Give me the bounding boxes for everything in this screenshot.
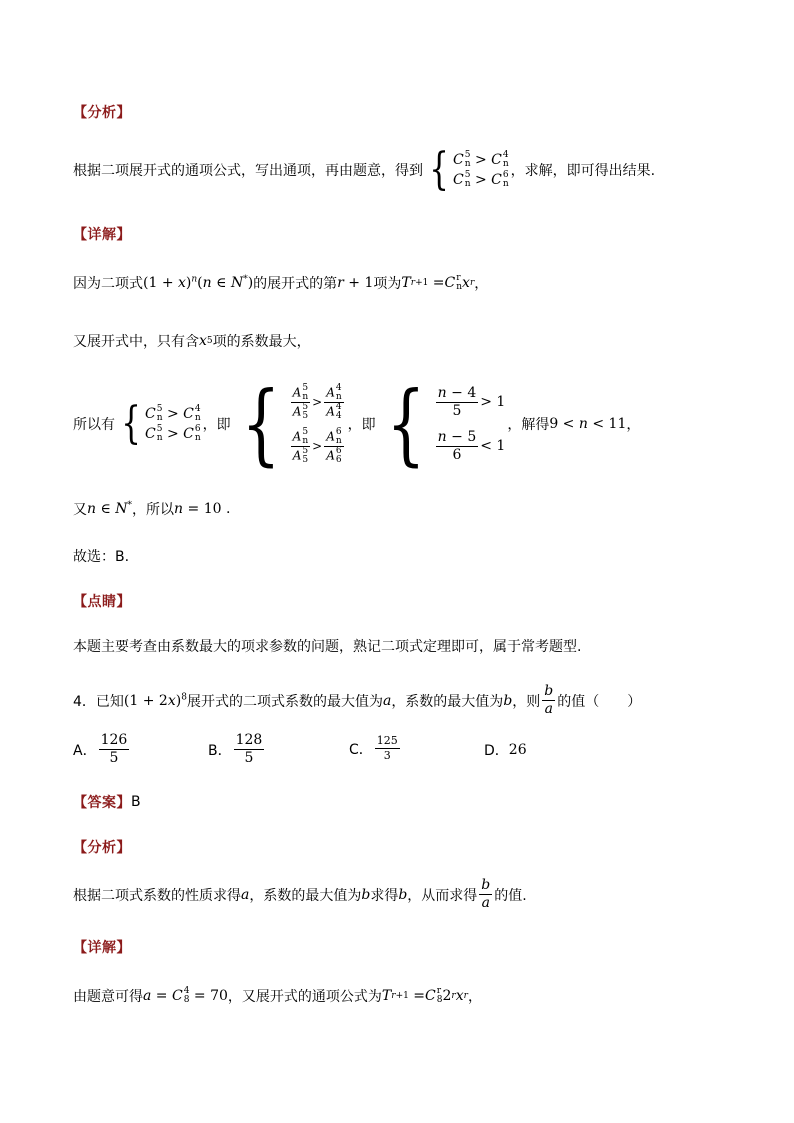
analysis-tag: 【分析】 <box>73 105 131 121</box>
condition-system-4: { $\frac{n - 4}{5}$ > 1 $\frac{n - 5}{6}$ < 1 <box>386 372 506 475</box>
detail-paragraph-2: 又展开式中，只有含 x 5 项的系数最大， <box>73 333 311 350</box>
section-detail-2: 【详解】 <box>73 940 131 956</box>
analysis-paragraph-1: 根据二项展开式的通项公式，写出通项，再由题意，得到 { C 5 n > C 4 n C 5 n > C 6 n ，求解，即可得出结果. <box>73 144 656 195</box>
option-a[interactable]: A． $\frac{126}{5}$ <box>73 732 128 766</box>
detail-paragraph-3: 所以有 { C 5 n > C 4 n C 5 n > C 6 n ，即 { A 5 n A 5 5 > A 4 n A 4 4 A 5 n A 5 5 > A 6 n A 6 6 ，即 { $\frac{n - 4}{5}$ > 1 $\frac{n - 5}{6}$ < 1 ，解得 9 < n < 11 ， <box>73 372 641 475</box>
condition-system-3: { A 5 n A 5 5 > A 4 n A 4 4 A 5 n A 5 5 > A 6 n A 6 6 <box>241 372 342 475</box>
option-b[interactable]: B． $\frac{128}{5}$ <box>208 732 263 766</box>
detail-paragraph-5: 故选：B. <box>73 549 130 565</box>
section-detail-1 <box>73 224 131 244</box>
detail-paragraph-4: 又 n ∈ N* ，所以 n = 10 . <box>73 500 231 518</box>
option-d[interactable]: D． 26 <box>484 742 527 759</box>
answer-value: B <box>131 794 141 810</box>
detail-paragraph-1: 因为二项式 $(1 + x)^n(n$ ∈ N*) 的展开式的第 r + 1 项为 T r+1 = C r n x r ， <box>73 273 489 292</box>
section-comment-1 <box>73 591 131 611</box>
detail-tag: 【详解】 <box>73 227 131 243</box>
answer-line <box>73 792 141 812</box>
section-analysis-2: 【分析】 <box>73 840 131 856</box>
comment-tag: 【点睛】 <box>73 594 131 610</box>
comment-paragraph-1: 本题主要考查由系数最大的项求参数的问题，熟记二项式定理即可，属于常考题型. <box>73 639 582 655</box>
condition-system-1: { C 5 n > C 4 n C 5 n > C 6 n <box>429 144 509 195</box>
analysis-paragraph-2: 根据二项式系数的性质求得 a ，系数的最大值为 b 求得 b ，从而求得 $\frac{b}{a}$ 的值. <box>73 877 527 911</box>
answer-tag: 【答案】 <box>73 795 131 811</box>
section-analysis-1 <box>73 102 131 122</box>
question-4: 4．已知 $(1 + 2x)^8$ 展开式的二项式系数的最大值为 a ，系数的最大值为 b ，则 $\frac{b}{a}$ 的值（ ） <box>73 683 642 717</box>
condition-system-2: { C 5 n > C 4 n C 5 n > C 6 n <box>121 398 201 449</box>
detail-paragraph-6: 由题意可得 a = C 4 8 = 70 ，又展开式的通项公式为 T r+1 = C r 8 2 r x r ， <box>73 986 482 1005</box>
option-c[interactable]: C． $\frac{125}{3}$ <box>349 734 398 762</box>
